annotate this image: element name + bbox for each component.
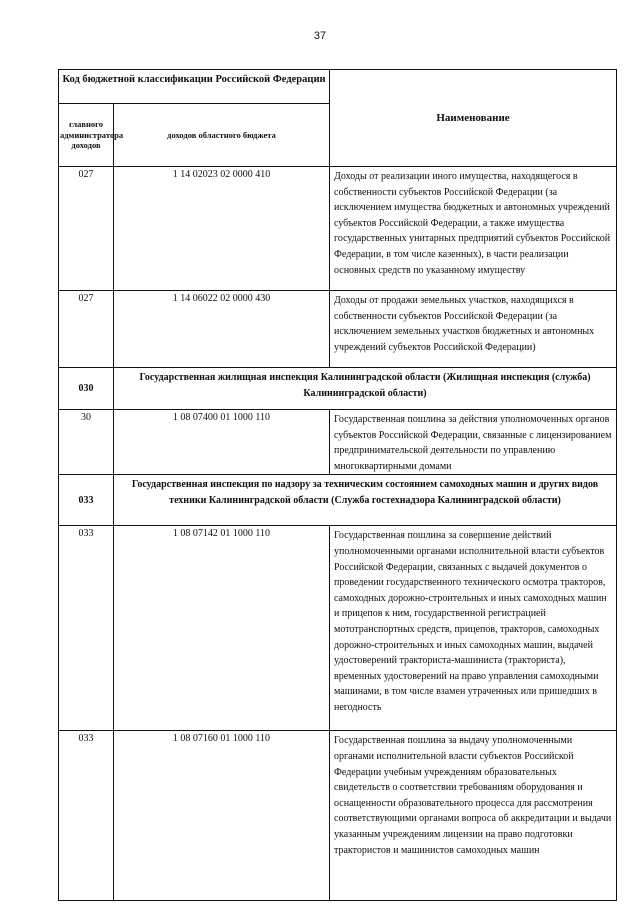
- budget-classification-table: [58, 69, 617, 901]
- header-name: Наименование: [330, 70, 617, 167]
- income-name: Доходы от реализации иного имущества, находящегося в собственности субъектов Российской Федерации (за исключением имущества бюджетных и автономных учреждений субъектов Российской Федерации, а также имущества государственных унитарных предприятий субъектов Российской Федерации, в том числе казенных), в части реализации основных средств по указанному имуществу: [330, 167, 617, 291]
- admin-code: 033: [59, 526, 114, 731]
- section-row: [59, 475, 617, 526]
- header-admin: главного администратора доходов: [59, 104, 114, 167]
- table-row: [59, 731, 617, 901]
- section-title: Государственная инспекция по надзору за техническим состоянием самоходных машин и других видов техники Калининградской области (Служба гостехнадзора Калининградской области): [114, 475, 617, 526]
- income-code: 1 08 07400 01 1000 110: [114, 410, 330, 475]
- income-code: 1 08 07142 01 1000 110: [114, 526, 330, 731]
- admin-code: 033: [59, 731, 114, 901]
- income-code: 1 14 06022 02 0000 430: [114, 291, 330, 368]
- table-row: [59, 410, 617, 475]
- admin-code: 30: [59, 410, 114, 475]
- table-row: [59, 291, 617, 368]
- income-name: Доходы от продажи земельных участков, находящихся в собственности субъектов Российской Федерации (за исключением земельных участков бюджетных и автономных учреждений субъектов Российской Федерации): [330, 291, 617, 368]
- income-name: Государственная пошлина за выдачу уполномоченными органами исполнительной власти субъектов Российской Федерации учебным учреждениям образовательных свидетельств о соответствии требованиям оборудования и оснащенности образовательного процесса для рассмотрения соответствующими органами вопроса об аккредитации и выдачи указанным учреждениям лицензии на право подготовки трактористов и машинистов самоходных машин: [330, 731, 617, 901]
- section-row: [59, 368, 617, 410]
- income-name: Государственная пошлина за действия уполномоченных органов субъектов Российской Федерации, связанные с лицензированием предпринимательской деятельности по управлению многоквартирными домами: [330, 410, 617, 475]
- section-admin-code: 033: [59, 475, 114, 526]
- admin-code: 027: [59, 167, 114, 291]
- header-income: доходов областного бюджета: [114, 104, 330, 167]
- admin-code: 027: [59, 291, 114, 368]
- table-row: [59, 167, 617, 291]
- income-code: 1 08 07160 01 1000 110: [114, 731, 330, 901]
- income-code: 1 14 02023 02 0000 410: [114, 167, 330, 291]
- income-name: Государственная пошлина за совершение действий уполномоченными органами исполнительной власти субъектов Российской Федерации, связанных с выдачей документов о проведении государственного технического осмотра тракторов, самоходных дорожно-строительных и иных самоходных машин и прицепов к ним, государственной регистрацией мототранспортных средств, прицепов, тракторов, самоходных дорожно-строительных и иных самоходных машин, выдачей удостоверений тракториста-машиниста (тракториста), временных удостоверений на право управления самоходными машинами, в том числе взамен утраченных или пришедших в негодность: [330, 526, 617, 731]
- section-title: Государственная жилищная инспекция Калининградской области (Жилищная инспекция (служба) Калининградской области): [114, 368, 617, 410]
- header-code-group: Код бюджетной классификации Российской Федерации: [59, 70, 330, 104]
- section-admin-code: 030: [59, 368, 114, 410]
- page-number: 37: [313, 30, 327, 42]
- table-row: [59, 526, 617, 731]
